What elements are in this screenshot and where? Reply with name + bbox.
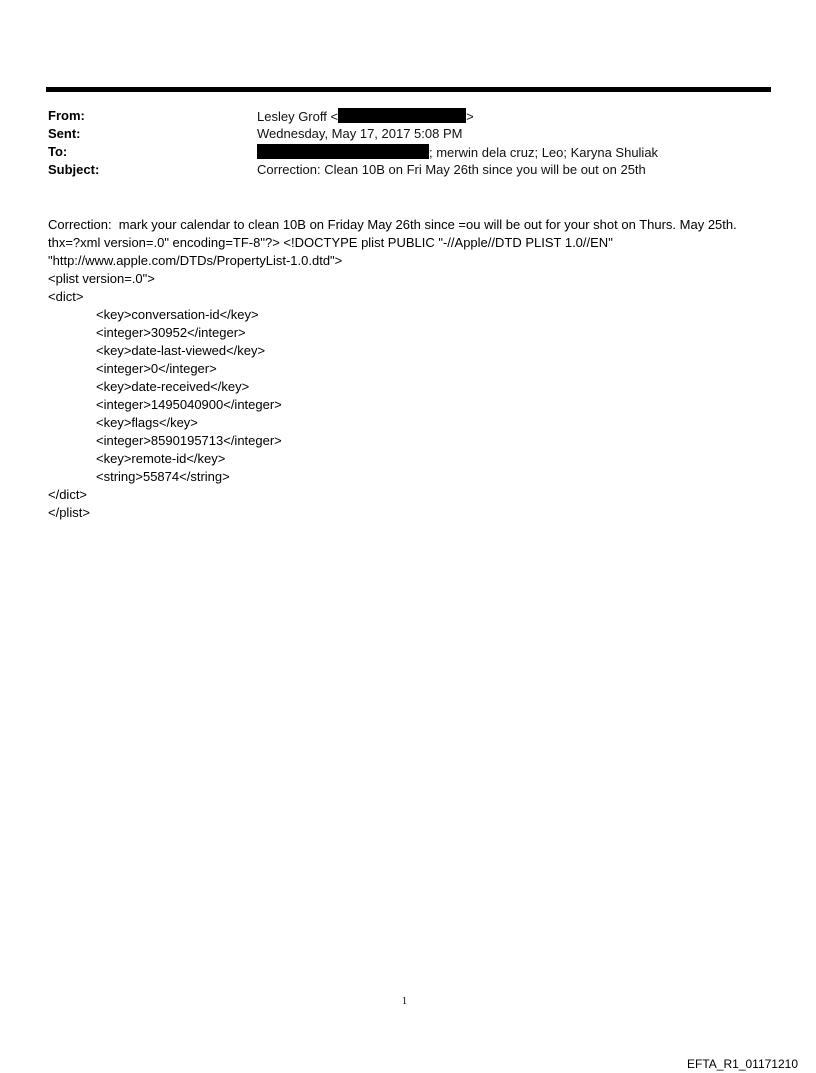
sent-label: Sent:: [48, 126, 81, 141]
from-value: [257, 108, 474, 124]
body-line: <key>remote-id</key>: [96, 451, 226, 466]
body-line: <integer>30952</integer>: [96, 325, 246, 340]
to-value: [257, 144, 658, 160]
body-line: <integer>8590195713</integer>: [96, 433, 282, 448]
body-line: thx=?xml version=.0" encoding=TF-8"?> <!DOCTYPE plist PUBLIC "-//Apple//DTD PLIST 1.0//EN": [48, 235, 613, 250]
email-body: [48, 216, 788, 522]
body-line: <string>55874</string>: [96, 469, 230, 484]
redaction-box: [338, 108, 466, 123]
sent-value: Wednesday, May 17, 2017 5:08 PM: [257, 126, 463, 141]
body-line: <integer>0</integer>: [96, 361, 217, 376]
document-id: EFTA_R1_01171210: [687, 1057, 798, 1071]
body-line: <key>conversation-id</key>: [96, 307, 259, 322]
body-line: "http://www.apple.com/DTDs/PropertyList-1.0.dtd">: [48, 253, 343, 268]
body-line: Correction: mark your calendar to clean 10B on Friday May 26th since =ou will be out for your shot on Thurs. May 25th.: [48, 217, 737, 232]
from-name: Lesley Groff <: [257, 109, 339, 124]
from-label: From:: [48, 108, 85, 123]
from-suffix: >: [466, 109, 474, 124]
body-line: <dict>: [48, 289, 84, 304]
subject-value: Correction: Clean 10B on Fri May 26th since you will be out on 25th: [257, 162, 646, 177]
body-line: </plist>: [48, 505, 90, 520]
body-line: <key>date-received</key>: [96, 379, 250, 394]
to-recipients: ; merwin dela cruz; Leo; Karyna Shuliak: [429, 145, 659, 160]
body-line: <key>flags</key>: [96, 415, 198, 430]
redaction-box: [257, 144, 429, 159]
to-label: To:: [48, 144, 68, 159]
body-line: <key>date-last-viewed</key>: [96, 343, 266, 358]
body-line: <plist version=.0">: [48, 271, 155, 286]
body-line: <integer>1495040900</integer>: [96, 397, 282, 412]
body-line: </dict>: [48, 487, 88, 502]
header-divider: [46, 87, 771, 92]
page-number: 1: [402, 996, 407, 1007]
subject-label: Subject:: [48, 162, 100, 177]
